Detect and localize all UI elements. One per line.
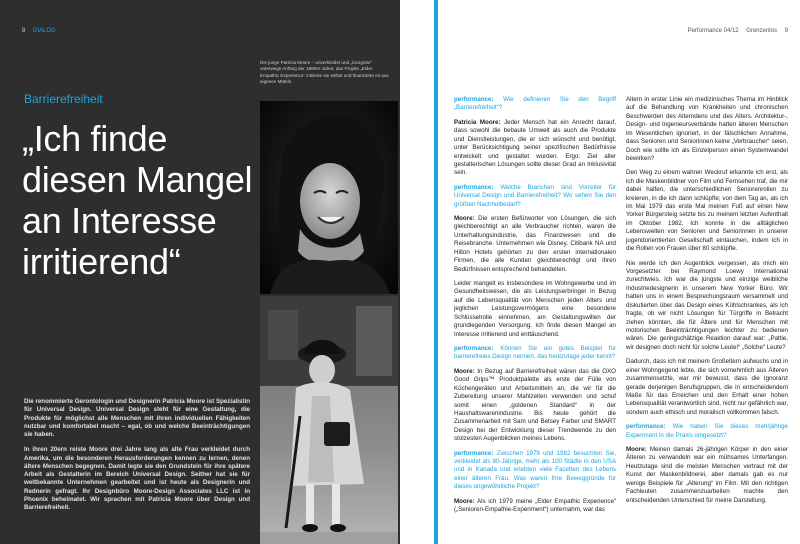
paragraph-text: Leider mangelt es insbesondere im Wohngewerbe und im Gesundheitswesen, die als Leistungserbringer in Bezug auf die Lebensqualität von Menschen jeden Alters und jeglichen Leistungsvermögens eine besondere Schlüsselrolle einnehmen, am Gestaltungswillen der grundlegenden Versorgung. Ich finde diesen Mangel an Interesse irritierend und enttäuschend. — [454, 280, 616, 338]
interview-question — [454, 450, 616, 492]
text-column-2 — [626, 96, 788, 511]
question-label: performance: — [454, 449, 494, 457]
paragraph-text: Zwischen 1979 und 1982 besuchten Sie, verkleidet als 80-Jährige, mehr als 100 Städte in den USA und in Kanada und erlebten viele Facetten des Lebens einer älteren Frau. Was waren Ihre Beweggründe für dieses ungewöhnliche Projekt? — [454, 449, 616, 491]
paragraph-text: Altern in erster Linie ein medizinisches Thema im Hinblick auf die Behandlung von Krankheiten und chronischen Beschwerden des Alterndens und des Alters. Architektur-, Design- und Ingenieursverbände hatten älteren Menschen im Wesentlichen ignoriert, in der fälschlichen Annahme, dass Senioren und Seniorinnen keine „Verbraucher“ seien. Doch wie sollte ich als Einzelperson einen Systemwandel bewirken? — [626, 96, 788, 162]
intro-text — [24, 398, 250, 519]
question-label: performance: — [626, 423, 666, 431]
question-label: performance: — [454, 96, 494, 103]
paragraph-text: Können Sie ein gutes Beispiel für barrierefreies Design nennen, das heutzutage jeder kennt? — [454, 344, 616, 361]
interview-question — [454, 96, 616, 113]
paragraph-text: Welche Branchen sind Vorreiter für Universal Design und Barrierefreiheit? Wo sehen Sie den größten Nachholbedarf? — [454, 183, 616, 208]
speaker-label: Moore: — [626, 446, 647, 454]
intro-paragraph: Die renommierte Gerontologin und Designerin Patricia Moore ist Spezialistin für Universal Design. Universal Design steht für eine Gestaltung, die Produkte für möglichst alle Menschen mit ihren individuellen Fähigkeiten nutzbar und komfortabel macht – egal, ob und welche Beeinträchtigungen sie haben. — [24, 398, 250, 438]
portrait-photo — [260, 101, 398, 294]
right-page-number: 9 — [784, 28, 788, 34]
disguised-elderly-photo — [260, 296, 398, 544]
intro-paragraph: In ihren 20ern reiste Moore drei Jahre lang als alte Frau verkleidet durch Amerika, um die besonderen Herausforderungen kennen zu lernen, denen ältere Menschen begegnen. Damit legte sie den Grundstein für ihre spätere Arbeit als Gestalterin im Bereich Universal Design. Seither hat sie für weltbekannte Unternehmen gearbeitet und ist heute als Designerin und Rednerin gefragt. Ihr Designbüro Moore-Design Associates LLC ist in Phoenix beheimatet. Wir sprachen mit Patricia Moore über Design und Barrierefreiheit. — [24, 446, 250, 511]
paragraph-text: In Bezug auf Barrierefreiheit wären das die OXO Good Grips™ Produktpalette als erste der Fülle von Küchengeräten und Arbeitsmitteln an, die wir für die Zubereitung unserer Mahlzeiten verwenden und schuf somit einen „goldenen Standard“ in der Haushaltswarenindustrie. Bis heute gehört die Zusammenarbeit mit Sam und Betsey Farber und SMART Design bei der Entwicklung dieser Trendwende zu den stolzesten Augenblicken meines Lebens. — [454, 367, 616, 443]
paragraph-text: Die ersten Befürworter von Lösungen, die sich gleichberechtigt an alle Verbraucher richten, waren die Unterhaltungsindustrie, das Finanzwesen und die Reisebranche. Unternehmen wie Disney, Citibank NA und Hilton Hotels gehörten zu den ersten internationalen Firmen, die alle Kunden gleichberechtigt und ihren Bedürfnissen entsprechend behandelten. — [454, 215, 616, 273]
paragraph-text: Den Weg zu einem wahren Weckruf erkannte ich erst, als ich die Maskenbildner von Film und Fernsehen traf, die mir dabei halfen, die unterschiedlichen Seniorenrollen zu kreieren, in die ich dann schlüpfte; von dem Tag an, als ich im Mai 1979 das erste Mal meinen Fuß auf einen New Yorker Bürgersteig setzte bis zu meinem letzten Aufenthalt im Oktober 1982. Ich konnte in die alltäglichen Lebenswelten von Senioren und Seniorinnen in unserer jugendorientierten Gesellschaft eintauchen, indem ich in die Rollen von Frauen über 80 schlüpfte. — [626, 169, 788, 253]
body-paragraph — [454, 280, 616, 339]
paragraph-text: Als ich 1979 meine „Elder Empathic Experience“ („Senioren-Empathie-Experiment“) unternahm, war das — [454, 497, 616, 514]
paragraph-text: Dadurch, dass ich mit meinem Großeltern aufwuchs und in einer Wohngegend lebte, die sich vornehmlich aus Älteren zusammensetzte, war mir bewusst, dass die Ignoranz gerade derjenigen Berufsgruppen, die in entscheidendem Maße für das Erreichen und den Erhalt einer hohen Lebensqualität verantwortlich sind, nicht nur gefährlich war, sondern auch ethisch und moralisch vollkommen falsch. — [626, 358, 788, 416]
left-folio — [22, 28, 56, 34]
magazine-issue: Performance 04/12 — [687, 28, 739, 34]
left-page-number: 8 — [22, 28, 26, 34]
right-folio — [682, 28, 788, 34]
paragraph-text: Meinen damals 26-jährigen Körper in den einer Älteren zu verwandeln war ein mühsames Unterfangen. Heutzutage sind die meisten Menschen vertraut mit der Kunst der Maskenbildnerei, aber damals gab es nur wenige Beispiele für „Alterung“ im Film. Mit den richtigen Fachleuten zusammenzuarbeiten machte den entscheidenden Unterschied für meine Darstellung. — [626, 446, 788, 504]
article-headline: „Ich finde diesen Mangel an Interesse irritierend“ — [22, 118, 253, 282]
interview-answer — [454, 368, 616, 444]
interview-answer — [454, 498, 616, 515]
speaker-label: Patricia Moore: — [454, 118, 501, 126]
photo-caption: Die junge Patricia Moore – unverkleidet und „incognito“ unterwegs Anfang der 1980er-Jahre; das Projekt „Elder Empathic Experience“ initiierte sie selbst und finanzierte es aus eigenen Mitteln. — [260, 60, 389, 84]
page-gutter — [400, 0, 434, 544]
article-kicker: Barrierefreiheit — [24, 92, 103, 106]
paragraph-text: Wie haben Sie dieses mehrjährige Experiment in die Praxis umgesetzt? — [626, 423, 788, 439]
body-paragraph — [626, 358, 788, 417]
interview-answer — [626, 446, 788, 505]
paragraph-text: Nie werde ich den Augenblick vergessen, als mich ein Vorgesetzter bei Raymond Loewy International zurechtwies. Ich war die jüngste und einzige weibliche Industriedesignerin in unserem New Yorker Büro. Wir hatten uns in einem Besprechungsraum versammelt und diskutierten über das Design eines Kühlschrankes, als ich fragte, ob wir nicht Lösungen für Türgriffe in Betracht ziehen könnten, die für Ältere und für Menschen mit motorischen Beeinträchtigungen leichter zu bedienen wären. Die geringschätzige Reaktion darauf war: „Pattie, wir designen doch nicht für solche Leute!“ „Solche“ Leute? — [626, 259, 788, 351]
body-paragraph — [626, 169, 788, 253]
speaker-label: Moore: — [454, 215, 475, 223]
speaker-label: Moore: — [454, 367, 475, 375]
question-label: performance: — [454, 344, 494, 352]
question-label: performance: — [454, 183, 494, 191]
text-column-1 — [454, 96, 616, 521]
interview-question — [454, 184, 616, 209]
paragraph-text: Wie definieren Sie den Begriff „Barrierefreiheit“? — [454, 96, 616, 112]
right-section-label: Grenzenlos — [746, 28, 777, 34]
right-page — [438, 0, 800, 544]
left-section-label: DIALOG — [33, 28, 56, 34]
body-paragraph — [626, 260, 788, 353]
body-paragraph — [626, 96, 788, 163]
interview-question — [454, 345, 616, 362]
interview-question — [626, 423, 788, 440]
speaker-label: Moore: — [454, 497, 475, 505]
interview-answer — [454, 119, 616, 178]
interview-answer — [454, 215, 616, 274]
paragraph-text: Jeder Mensch hat ein Anrecht darauf, dass sowohl die bebaute Umwelt als auch die Produkte und Dienstleistungen, die er sich wünscht und benötigt, unter Berücksichtigung seiner spezifischen Bedürfnisse entwickelt und gestaltet wurden. Ergo: Ziel aller gestalterischen Lösungen sollte dieser Grad an Inklusivität sein. — [454, 118, 617, 177]
